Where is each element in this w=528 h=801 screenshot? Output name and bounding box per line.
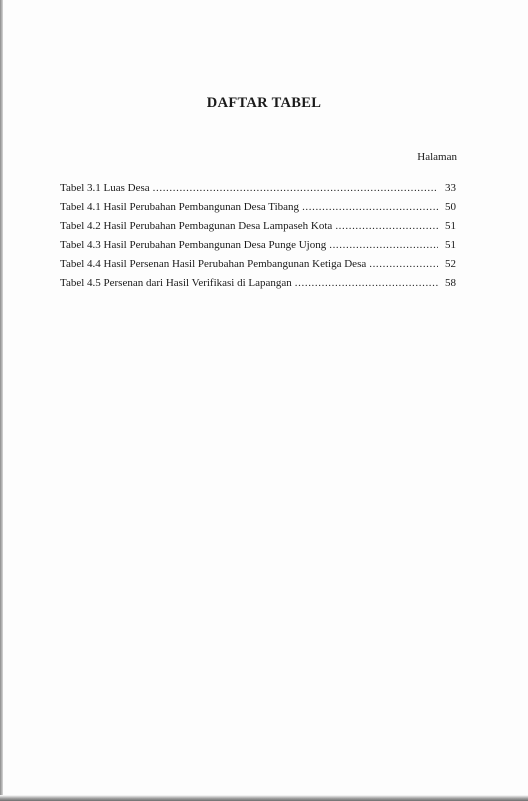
table-list-item [60,236,456,255]
table-entry-label: Tabel 3.1 Luas Desa [60,182,150,194]
table-entry-label: Tabel 4.5 Persenan dari Hasil Verifikasi di Lapangan [60,277,292,289]
table-list-item [60,179,456,198]
table-entry-page: 58 [445,277,456,289]
page-title: DAFTAR TABEL [206,95,322,111]
table-entry-page: 33 [445,182,456,194]
dot-leader [369,255,438,274]
table-entry-page: 51 [445,239,456,251]
table-entry-label: Tabel 4.4 Hasil Persenan Hasil Perubahan Pembangunan Ketiga Desa [60,258,367,270]
dot-leader [335,217,438,236]
table-list-item [60,255,456,274]
table-entry-label: Tabel 4.3 Hasil Perubahan Pembangunan Desa Punge Ujong [60,239,327,251]
table-list-item [60,274,456,293]
table-list [60,179,456,293]
dot-leader [302,198,438,217]
table-entry-page: 51 [445,220,456,232]
dot-leader [153,179,438,198]
dot-leader [295,274,438,293]
scan-left-edge [0,0,3,801]
table-entry-page: 50 [445,201,456,213]
table-list-item [60,217,456,236]
table-entry-label: Tabel 4.2 Hasil Perubahan Pembagunan Desa Lampaseh Kota [60,220,333,232]
table-entry-label: Tabel 4.1 Hasil Perubahan Pembangunan Desa Tibang [60,201,300,213]
table-list-item [60,198,456,217]
table-entry-page: 52 [445,258,456,270]
dot-leader [329,236,438,255]
page-column-label: Halaman [417,151,457,163]
scan-bottom-edge [0,795,528,801]
